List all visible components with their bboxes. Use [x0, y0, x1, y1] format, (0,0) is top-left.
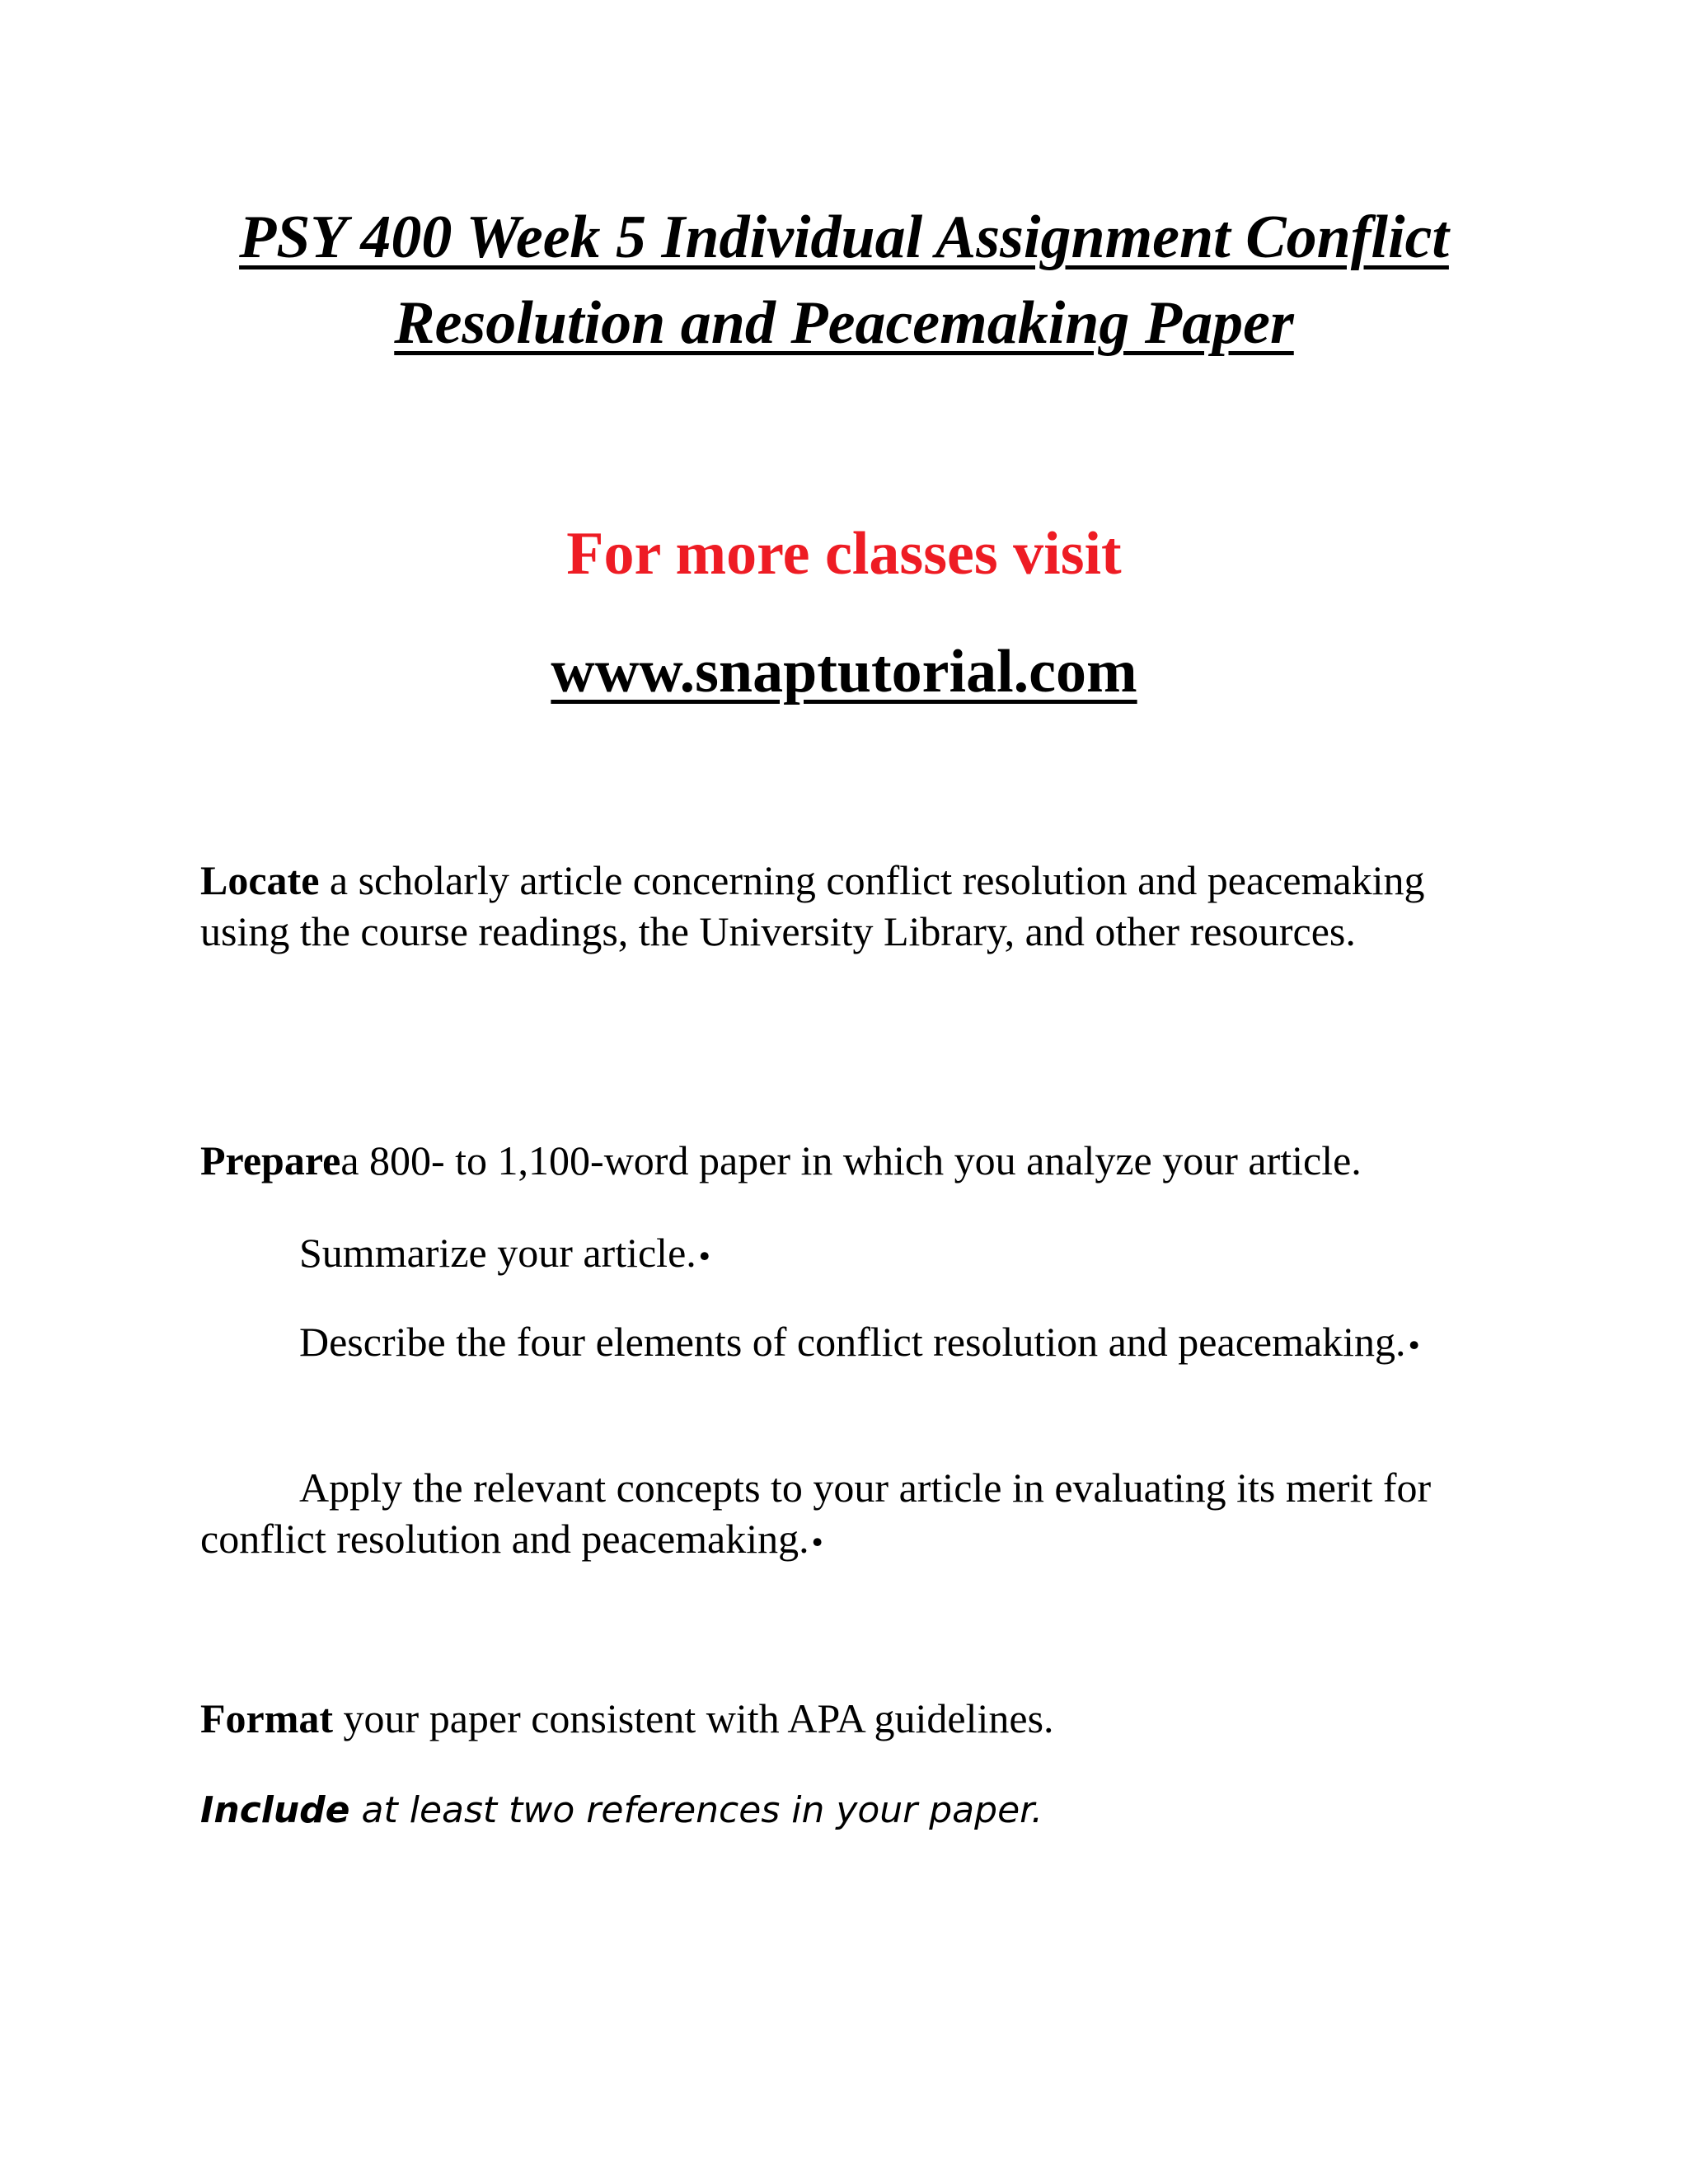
include-text: at least two references in your paper. — [349, 1789, 1043, 1831]
format-paragraph — [200, 1693, 1486, 1744]
bullet-item — [200, 1462, 1486, 1569]
locate-text: a scholarly article concerning conflict resolution and peacemaking using the course readings, the University Library, and other resources. — [200, 857, 1425, 954]
title-line-2: Resolution and Peacemaking Paper — [394, 289, 1294, 357]
bullet-icon: • — [1405, 1329, 1423, 1363]
bullet-item — [200, 1316, 1486, 1372]
title-line-1: PSY 400 Week 5 Individual Assignment Conflict — [239, 204, 1449, 271]
format-keyword: Format — [200, 1695, 334, 1741]
format-text: your paper consistent with APA guidelines. — [333, 1695, 1054, 1741]
include-paragraph — [200, 1785, 1486, 1836]
promo-text: For more classes visit — [566, 520, 1122, 588]
document-title — [148, 194, 1540, 366]
promo-url-link[interactable]: www.snaptutorial.com — [551, 638, 1137, 705]
include-keyword: Include — [200, 1789, 350, 1831]
bullet-text: Summarize your article. — [299, 1230, 696, 1276]
prepare-text: a 800- to 1,100-word paper in which you analyze your article. — [340, 1137, 1362, 1183]
prepare-paragraph — [200, 1135, 1486, 1186]
bullet-text: Apply the relevant concepts to your article in evaluating its merit for conflict resolution and peacemaking. — [200, 1465, 1432, 1562]
bullet-icon: • — [809, 1526, 826, 1560]
bullet-icon: • — [696, 1240, 713, 1274]
bullet-text: Describe the four elements of conflict resolution and peacemaking. — [299, 1319, 1406, 1365]
locate-paragraph — [200, 855, 1486, 957]
locate-keyword: Locate — [200, 857, 320, 903]
bullet-item — [200, 1227, 1486, 1283]
prepare-keyword: Prepare — [200, 1137, 341, 1183]
